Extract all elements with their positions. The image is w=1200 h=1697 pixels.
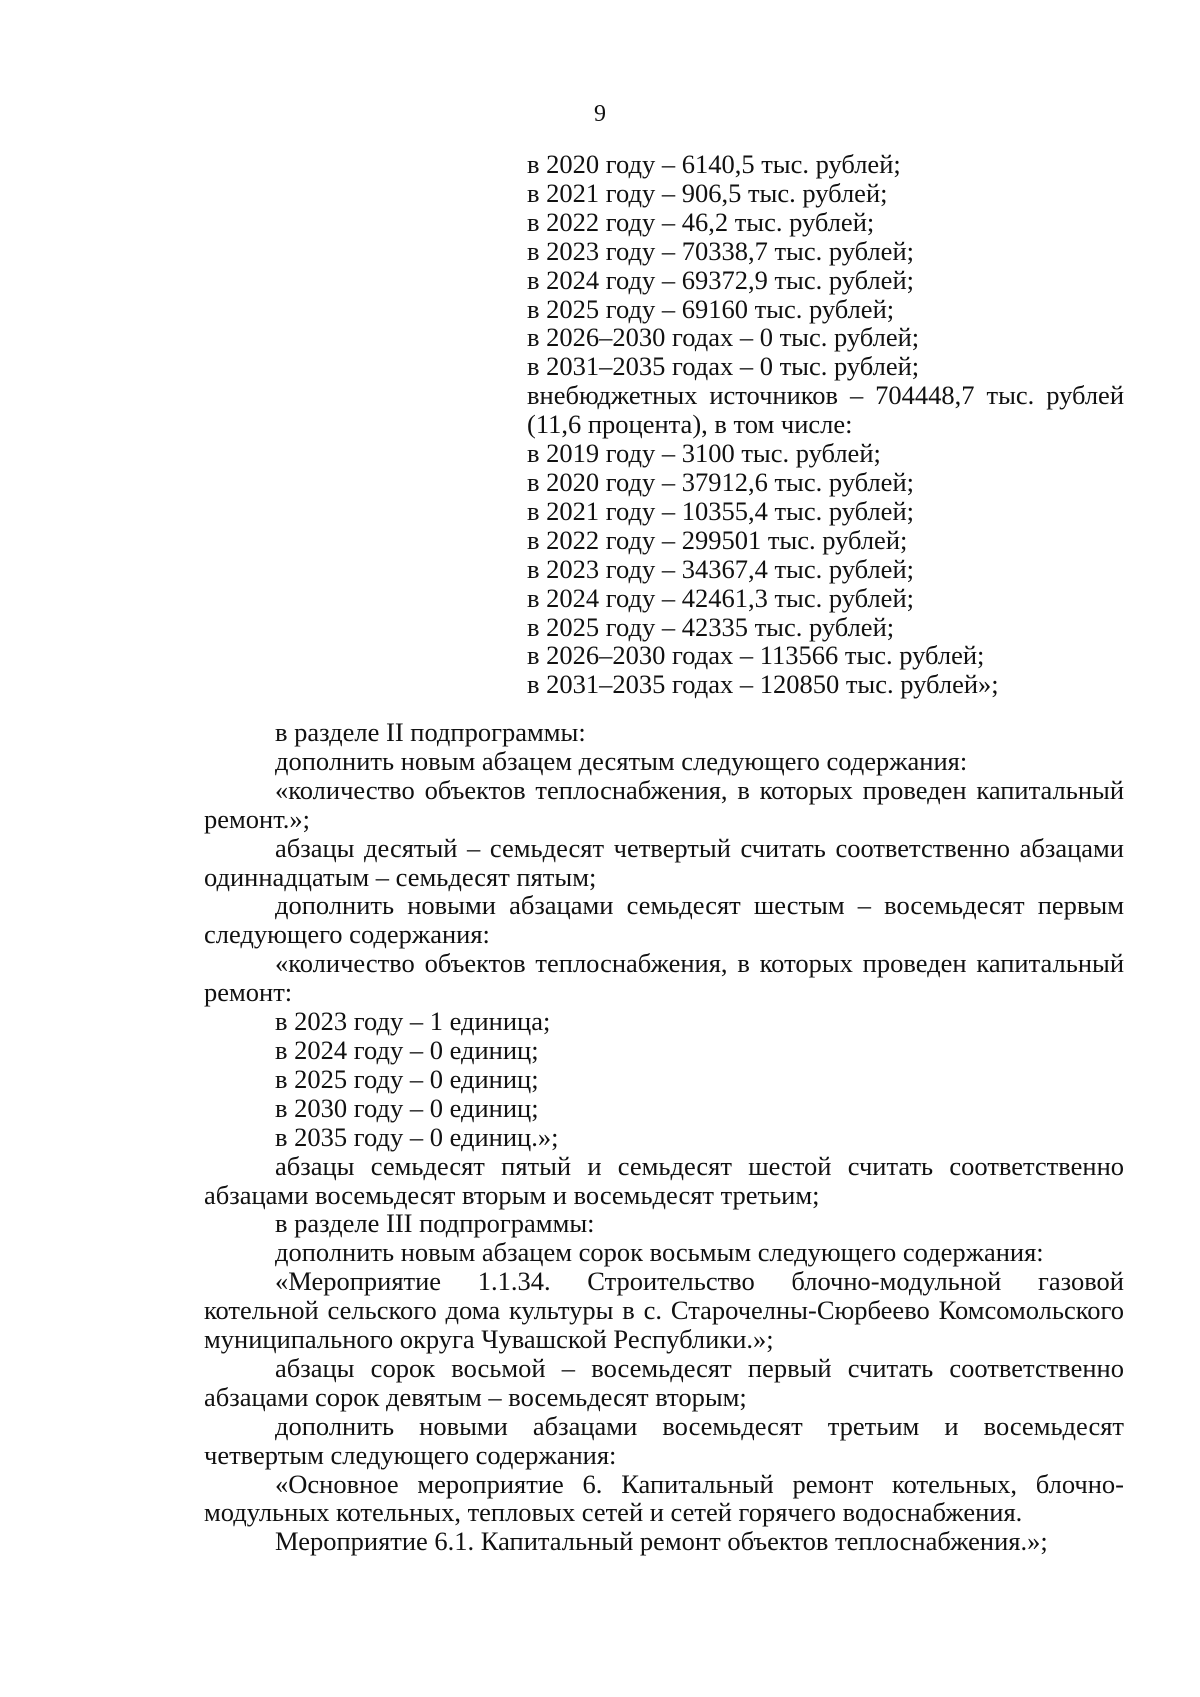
funding-line: в 2024 году – 69372,9 тыс. рублей; xyxy=(527,264,914,295)
extrabudget-line: в 2025 году – 42335 тыс. рублей; xyxy=(527,611,895,642)
extrabudget-line: в 2026–2030 годах – 113566 тыс. рублей; xyxy=(527,640,985,671)
paragraph: «количество объектов теплоснабжения, в которых проведен капитальный ремонт.»; xyxy=(204,774,1124,834)
document-body xyxy=(204,718,1124,1556)
paragraph: дополнить новым абзацем сорок восьмым следующего содержания: xyxy=(275,1237,1044,1268)
funding-line: в 2021 году – 906,5 тыс. рублей; xyxy=(527,177,888,208)
unit-line: в 2030 году – 0 единиц; xyxy=(275,1092,539,1123)
paragraph: дополнить новыми абзацами восемьдесят третьим и восемьдесят четвертым следующего содержания: xyxy=(204,1410,1124,1470)
extrabudget-line: в 2024 году – 42461,3 тыс. рублей; xyxy=(527,582,914,613)
unit-line: в 2035 году – 0 единиц.»; xyxy=(275,1121,559,1152)
paragraph: в разделе III подпрограммы: xyxy=(275,1208,595,1239)
extrabudget-line: в 2020 году – 37912,6 тыс. рублей; xyxy=(527,466,914,497)
funding-line: в 2022 году – 46,2 тыс. рублей; xyxy=(527,206,875,237)
extrabudget-line: в 2022 году – 299501 тыс. рублей; xyxy=(527,524,908,555)
funding-list xyxy=(527,150,1124,699)
paragraph: «Основное мероприятие 6. Капитальный ремонт котельных, блочно-модульных котельных, тепловых сетей и сетей горячего водоснабжения. xyxy=(204,1468,1124,1528)
unit-line: в 2024 году – 0 единиц; xyxy=(275,1034,539,1065)
paragraph: дополнить новым абзацем десятым следующего содержания: xyxy=(275,745,968,776)
paragraph: «Мероприятие 1.1.34. Строительство блочно-модульной газовой котельной сельского дома культуры в с. Старочелны-Сюрбеево Комсомольского муниципального округа Чувашской Республики.»; xyxy=(204,1266,1124,1355)
extrabudget-line: в 2023 году – 34367,4 тыс. рублей; xyxy=(527,553,914,584)
funding-line: в 2020 году – 6140,5 тыс. рублей; xyxy=(527,149,901,179)
funding-line: в 2031–2035 годах – 0 тыс. рублей; xyxy=(527,351,920,382)
paragraph: абзацы семьдесят пятый и семьдесят шестой считать соответственно абзацами восемьдесят вторым и восемьдесят третьим; xyxy=(204,1150,1124,1210)
paragraph: абзацы десятый – семьдесят четвертый считать соответственно абзацами одиннадцатым – семьдесят пятым; xyxy=(204,832,1124,892)
paragraph: Мероприятие 6.1. Капитальный ремонт объектов теплоснабжения.»; xyxy=(275,1526,1048,1557)
paragraph: дополнить новыми абзацами семьдесят шестым – восемьдесят первым следующего содержания: xyxy=(204,890,1124,950)
paragraph: в разделе II подпрограммы: xyxy=(275,717,586,747)
funding-line: в 2023 году – 70338,7 тыс. рублей; xyxy=(527,235,914,266)
extrabudget-heading-continued: (11,6 процента), в том числе: xyxy=(527,409,853,440)
paragraph: «количество объектов теплоснабжения, в которых проведен капитальный ремонт: xyxy=(204,948,1124,1008)
extrabudget-line: в 2031–2035 годах – 120850 тыс. рублей»; xyxy=(527,669,999,700)
funding-line: в 2025 году – 69160 тыс. рублей; xyxy=(527,293,895,324)
extrabudget-heading: внебюджетных источников – 704448,7 тыс. рублей xyxy=(527,380,1124,411)
unit-line: в 2023 году – 1 единица; xyxy=(275,1006,551,1037)
page-number: 9 xyxy=(594,101,606,127)
extrabudget-line: в 2021 году – 10355,4 тыс. рублей; xyxy=(527,495,914,526)
unit-line: в 2025 году – 0 единиц; xyxy=(275,1063,539,1094)
paragraph: абзацы сорок восьмой – восемьдесят первый считать соответственно абзацами сорок девятым – восемьдесят вторым; xyxy=(204,1352,1124,1412)
extrabudget-line: в 2019 году – 3100 тыс. рублей; xyxy=(527,438,881,469)
funding-line: в 2026–2030 годах – 0 тыс. рублей; xyxy=(527,322,920,353)
